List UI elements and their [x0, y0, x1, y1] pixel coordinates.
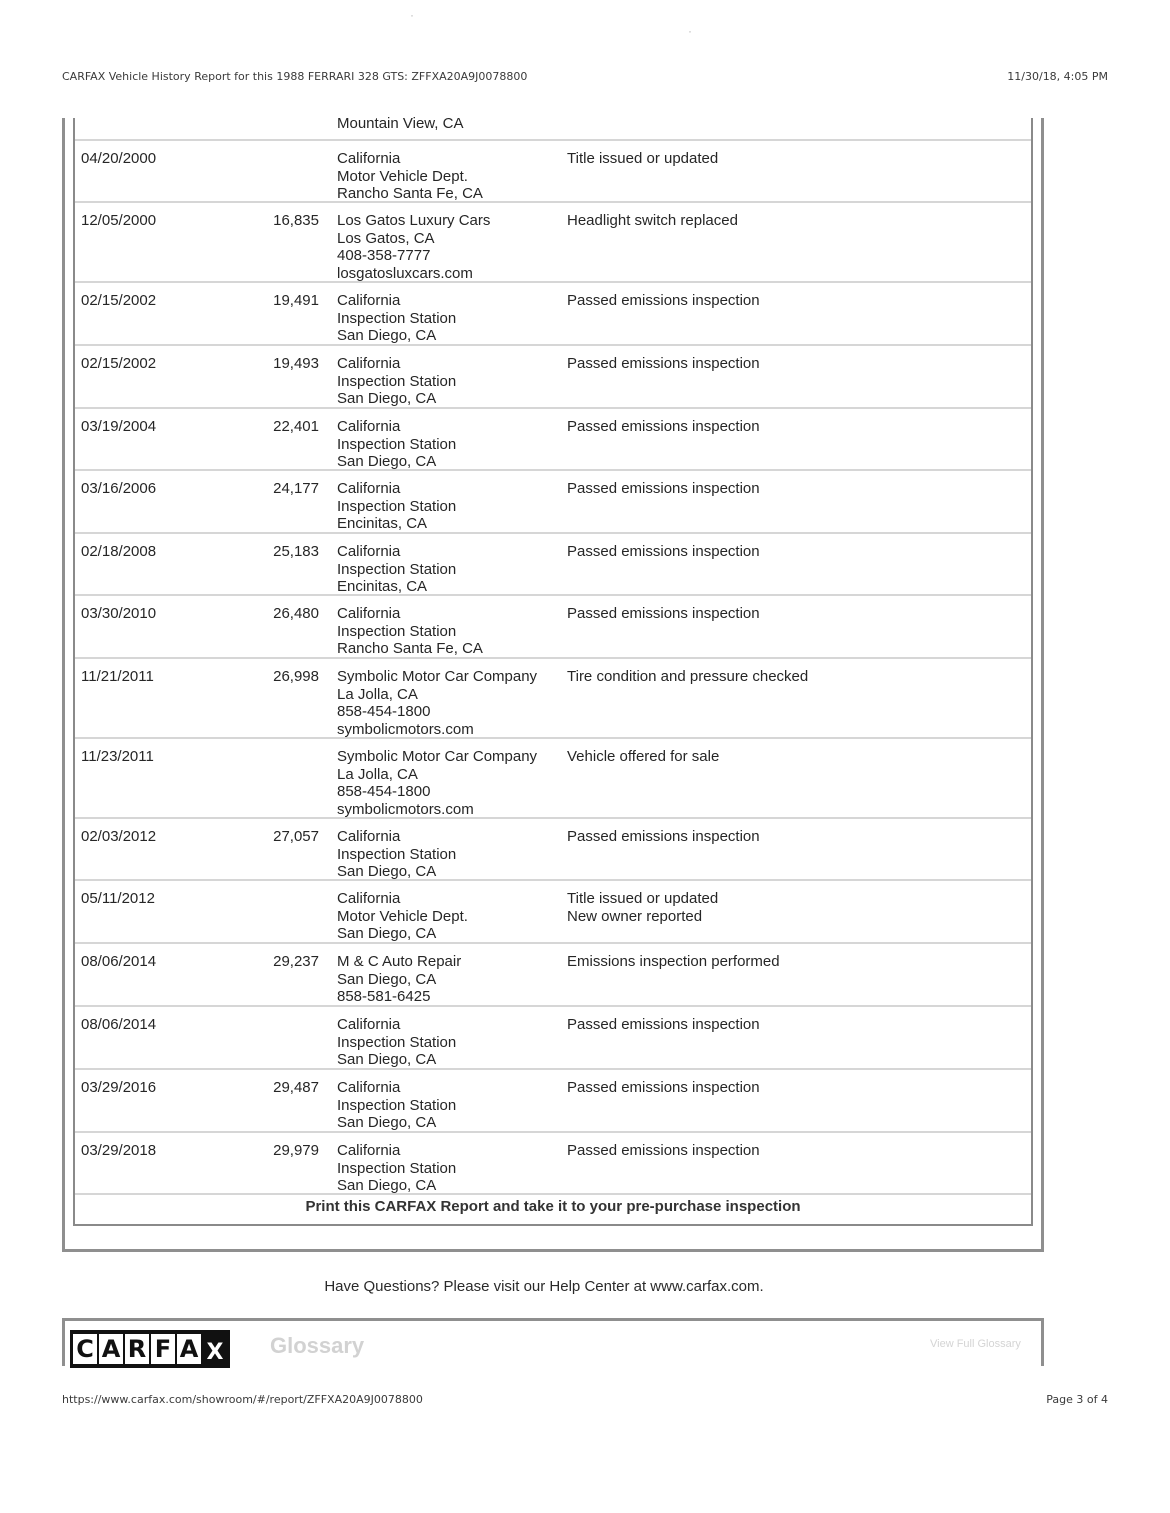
comment-line: Passed emissions inspection: [567, 292, 760, 309]
source-line: San Diego, CA: [337, 925, 437, 942]
record-date: 08/06/2014: [81, 1016, 157, 1033]
table-row: [75, 1007, 1031, 1070]
source-line: Motor Vehicle Dept.: [337, 907, 468, 925]
record-date: 03/19/2004: [81, 418, 157, 435]
source-line: Encinitas, CA: [337, 515, 428, 532]
record-source: [337, 543, 565, 596]
source-line: symbolicmotors.com: [337, 800, 474, 818]
comment-line: Vehicle offered for sale: [567, 748, 720, 765]
source-line: San Diego, CA: [337, 390, 437, 407]
source-line: Inspection Station: [337, 1159, 457, 1177]
table-row: [75, 819, 1031, 881]
table-row: [75, 346, 1031, 409]
source-line: Mountain View, CA: [337, 115, 464, 132]
record-date: 03/29/2018: [81, 1142, 157, 1159]
comment-line: Passed emissions inspection: [567, 1016, 760, 1033]
record-comments: [567, 212, 1007, 230]
logo-letter: X: [204, 1334, 226, 1366]
source-line: San Diego, CA: [337, 1114, 437, 1131]
record-comments: [567, 355, 1007, 373]
record-source: [337, 150, 565, 203]
table-row: [75, 534, 1031, 596]
comment-line: Title issued or updated: [567, 890, 719, 907]
record-odometer: 26,998: [273, 668, 319, 685]
source-line: 408-358-7777: [337, 247, 431, 264]
table-row: [75, 1133, 1031, 1195]
record-source: [337, 890, 565, 943]
record-date: 03/29/2016: [81, 1079, 157, 1096]
table-row: [75, 944, 1031, 1007]
source-line: California: [337, 890, 401, 907]
source-line: Los Gatos, CA: [337, 229, 435, 247]
carfax-logo: [70, 1330, 230, 1368]
source-line: California: [337, 605, 401, 622]
source-line: California: [337, 292, 401, 309]
source-line: California: [337, 418, 401, 435]
record-comments: [567, 1016, 1007, 1034]
source-line: California: [337, 150, 401, 167]
record-source: [337, 1016, 565, 1069]
record-source: [337, 668, 565, 738]
table-row: [75, 596, 1031, 659]
table-row: [75, 1070, 1031, 1133]
record-comments: [567, 890, 1007, 925]
record-comments: [567, 1142, 1007, 1160]
table-row: [75, 881, 1031, 944]
source-line: Rancho Santa Fe, CA: [337, 185, 483, 202]
record-odometer: 19,491: [273, 292, 319, 309]
comment-line: Passed emissions inspection: [567, 418, 760, 435]
help-center-text: Have Questions? Please visit our Help Center at www.carfax.com.: [324, 1278, 764, 1295]
record-date: 03/30/2010: [81, 605, 157, 622]
source-line: 858-454-1800: [337, 783, 431, 800]
table-row: [75, 112, 1031, 141]
source-line: California: [337, 355, 401, 372]
logo-letter: F: [151, 1334, 175, 1364]
source-line: losgatosluxcars.com: [337, 264, 473, 282]
comment-line: Passed emissions inspection: [567, 1142, 760, 1159]
source-line: Inspection Station: [337, 845, 457, 863]
source-line: Symbolic Motor Car Company: [337, 748, 538, 765]
source-line: Inspection Station: [337, 309, 457, 327]
record-source: [337, 953, 565, 1006]
record-odometer: 19,493: [273, 355, 319, 372]
record-comments: [567, 605, 1007, 623]
record-comments: [567, 418, 1007, 436]
record-date: 12/05/2000: [81, 212, 157, 229]
comment-line: Passed emissions inspection: [567, 1079, 760, 1096]
record-comments: [567, 292, 1007, 310]
source-line: California: [337, 1016, 401, 1033]
table-row: [75, 739, 1031, 819]
comment-line: Emissions inspection performed: [567, 953, 780, 970]
print-datetime: 11/30/18, 4:05 PM: [1007, 70, 1108, 83]
record-date: 02/03/2012: [81, 828, 157, 845]
record-source: [337, 748, 565, 818]
record-source: [337, 212, 565, 282]
record-comments: [567, 480, 1007, 498]
table-row: [75, 283, 1031, 346]
source-line: Symbolic Motor Car Company: [337, 668, 538, 685]
source-line: Inspection Station: [337, 560, 457, 578]
record-source: [337, 480, 565, 533]
record-comments: [567, 543, 1007, 561]
scan-speck: ·: [410, 8, 414, 22]
record-odometer: 22,401: [273, 418, 319, 435]
source-line: Inspection Station: [337, 435, 457, 453]
record-source: [337, 1142, 565, 1195]
record-odometer: 16,835: [273, 212, 319, 229]
record-odometer: 24,177: [273, 480, 319, 497]
source-line: Inspection Station: [337, 372, 457, 390]
source-line: Inspection Station: [337, 622, 457, 640]
record-date: 11/23/2011: [81, 748, 154, 765]
source-line: Inspection Station: [337, 497, 457, 515]
source-line: La Jolla, CA: [337, 685, 418, 703]
record-comments: [567, 150, 1007, 168]
record-source: [337, 418, 565, 471]
record-source: [337, 828, 565, 881]
record-odometer: 29,979: [273, 1142, 319, 1159]
page-url: https://www.carfax.com/showroom/#/report/ZFFXA20A9J0078800: [62, 1393, 423, 1406]
comment-line: Passed emissions inspection: [567, 480, 760, 497]
source-line: San Diego, CA: [337, 453, 437, 470]
comment-line: Tire condition and pressure checked: [567, 668, 809, 685]
source-line: 858-454-1800: [337, 703, 431, 720]
source-line: California: [337, 543, 401, 560]
source-line: California: [337, 1142, 401, 1159]
record-comments: [567, 668, 1007, 686]
source-line: La Jolla, CA: [337, 765, 418, 783]
source-line: San Diego, CA: [337, 863, 437, 880]
report-title: CARFAX Vehicle History Report for this 1988 FERRARI 328 GTS: ZFFXA20A9J0078800: [62, 70, 528, 83]
glossary-title: Glossary: [270, 1333, 365, 1358]
record-date: 03/16/2006: [81, 480, 157, 497]
comment-line: Passed emissions inspection: [567, 605, 760, 622]
table-row: [75, 141, 1031, 203]
record-date: 02/15/2002: [81, 292, 157, 309]
record-odometer: 29,487: [273, 1079, 319, 1096]
logo-letter: A: [99, 1334, 123, 1364]
source-line: Rancho Santa Fe, CA: [337, 640, 483, 657]
logo-letter: R: [125, 1334, 149, 1364]
table-row: [75, 659, 1031, 739]
record-comments: [567, 828, 1007, 846]
print-report-note: Print this CARFAX Report and take it to your pre-purchase inspection: [305, 1198, 801, 1215]
source-line: Encinitas, CA: [337, 578, 428, 595]
record-comments: [567, 748, 1007, 766]
source-line: California: [337, 1079, 401, 1096]
source-line: symbolicmotors.com: [337, 720, 474, 738]
record-date: 05/11/2012: [81, 890, 155, 907]
comment-line: Passed emissions inspection: [567, 355, 760, 372]
logo-letter: A: [177, 1334, 201, 1364]
source-line: California: [337, 480, 401, 497]
table-row: [75, 203, 1031, 283]
record-date: 02/18/2008: [81, 543, 157, 560]
comment-line: New owner reported: [567, 907, 703, 925]
record-odometer: 29,237: [273, 953, 319, 970]
table-row: [75, 471, 1031, 534]
comment-line: Passed emissions inspection: [567, 828, 760, 845]
record-date: 02/15/2002: [81, 355, 157, 372]
source-line: Inspection Station: [337, 1033, 457, 1051]
source-line: San Diego, CA: [337, 1177, 437, 1194]
record-date: 04/20/2000: [81, 150, 157, 167]
logo-letter: C: [73, 1334, 97, 1364]
record-date: 08/06/2014: [81, 953, 157, 970]
record-source: [337, 115, 565, 133]
comment-line: Title issued or updated: [567, 150, 719, 167]
table-row: [75, 409, 1031, 471]
source-line: San Diego, CA: [337, 1051, 437, 1068]
source-line: Los Gatos Luxury Cars: [337, 212, 491, 229]
record-source: [337, 605, 565, 658]
record-comments: [567, 1079, 1007, 1097]
print-footer: [62, 1393, 1108, 1406]
record-odometer: 26,480: [273, 605, 319, 622]
record-odometer: 25,183: [273, 543, 319, 560]
record-comments: [567, 953, 1007, 971]
comment-line: Headlight switch replaced: [567, 212, 738, 229]
record-source: [337, 1079, 565, 1132]
page-number: Page 3 of 4: [1046, 1393, 1108, 1406]
record-odometer: 27,057: [273, 828, 319, 845]
source-line: San Diego, CA: [337, 970, 437, 988]
source-line: California: [337, 828, 401, 845]
print-header: [62, 70, 1108, 83]
source-line: San Diego, CA: [337, 327, 437, 344]
source-line: Motor Vehicle Dept.: [337, 167, 468, 185]
comment-line: Passed emissions inspection: [567, 543, 760, 560]
view-full-glossary-link[interactable]: View Full Glossary: [930, 1338, 1021, 1350]
record-source: [337, 292, 565, 345]
scan-speck: ·: [688, 24, 692, 38]
source-line: 858-581-6425: [337, 988, 431, 1005]
source-line: M & C Auto Repair: [337, 953, 462, 970]
record-source: [337, 355, 565, 408]
source-line: Inspection Station: [337, 1096, 457, 1114]
record-date: 11/21/2011: [81, 668, 154, 685]
